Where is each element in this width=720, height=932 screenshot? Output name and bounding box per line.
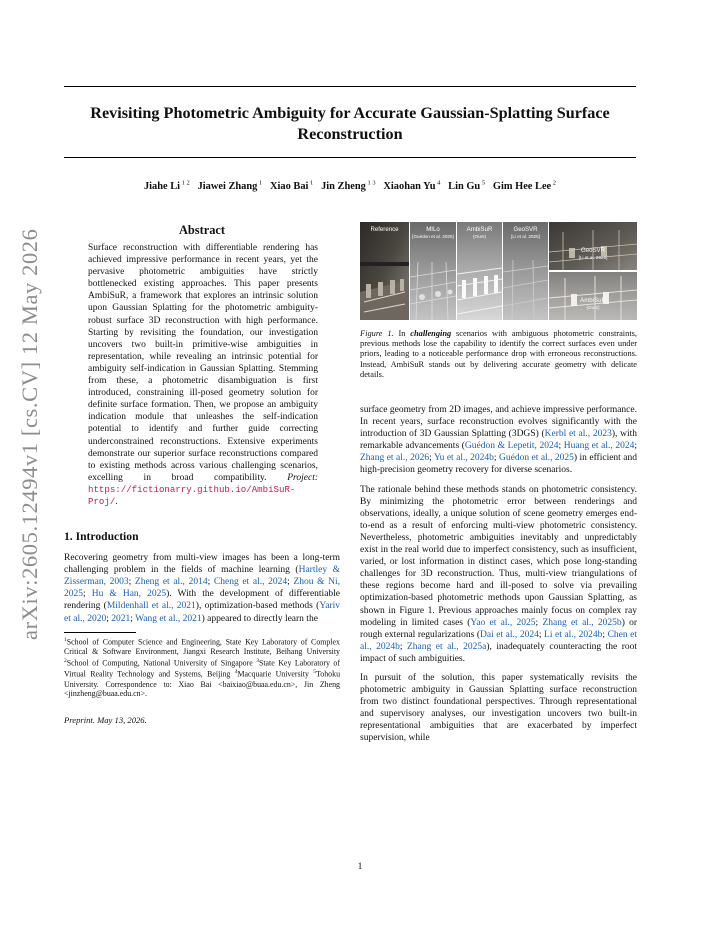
panel-label: MILo [Guédon et al. 2025] [412,226,454,239]
ambisur-room-image [549,272,637,320]
text-run: ; [287,577,294,588]
text-run: ; [558,441,564,452]
panel-label: GeoSVR [Li et al. 2025] [511,226,540,239]
citation-link[interactable]: Yao et al., 2025 [470,617,536,628]
citation-link[interactable]: Zhang et al., 2025a [406,641,487,652]
citation-link[interactable]: Guédon & Lepetit, 2024 [464,441,559,452]
abstract-heading: Abstract [178,223,226,237]
author-name: Gim Hee Lee $^2$ [492,180,557,193]
text-run: ; [429,453,434,464]
abstract-text: Surface reconstruction with differentiable rendering has achieved impressive performance in recent years, yet the pervasive photometric ambiguities have strictly bottlenecked existing approaches. This paper presents AmbiSuR, a framework that explores an intrinsic solution upon Gaussian Splatting for the photometric ambiguity-robust surface 3D reconstruction with high performance. Starting by revisiting the foundation, our investigation uncovers two built-in primitive-wise ambiguities in representation, while revealing an intrinsic potential for ambiguity self-indication in Gaussian Splatting. Stemming from these, a photometric disambiguation is first introduced, constraining ill-posed geometry solution for definite surface formation. Then, we propose an ambiguity indication module that unleashes the self-indication potential to identify and further guide correcting underconstrained reconstructions. Extensive experiments demonstrate our superior surface reconstructions compared to existing methods across various challenging scenarios, excelling in broad compatibility. [88,243,318,483]
reference-render-image [360,222,409,320]
text-run: ), with remarkable advancements ( [360,429,637,452]
affiliations-footnote: $^1$School of Computer Science and Engineering, State Key Laboratory of Complex Critical & Software Environment, Jiangxi Research Institute, Beihang University $^2$School of Computing, National University of Singapore $^3$State Key Laboratory of Virtual Reality Technology and Systems, Beijing $^4$Macquarie University $^5$Tohoku University. Correspondence to: Xiao Bai <baixiao@buaa.edu.cn>, Jin Zheng <jinzheng@buaa.edu.cn>. [64,636,341,699]
citation-link[interactable]: Cheng et al., 2024 [213,577,288,588]
citation-link[interactable]: Guédon et al., 2025 [499,453,574,464]
text-run: ; [634,441,638,452]
arxiv-watermark: arXiv:2605.12494v1 [cs.CV] 12 May 2026 [17,228,42,640]
text-run: ), optimization-based methods ( [195,601,320,612]
abstract-body: Surface reconstruction with differentiable rendering has achieved impressive performance in recent years, yet the pervasive photometric ambiguities have strictly bottlenecked existing approaches. This paper presents AmbiSuR, a framework that explores an intrinsic solution upon Gaussian Splatting for the photometric ambiguity-robust surface 3D reconstruction with high performance. Starting by revisiting the foundation, our investigation uncovers two built-in primitive-wise ambiguities in representation, while revealing an intrinsic potential for ambiguity self-indication in Gaussian Splatting. Stemming from these, a photometric disambiguation is first introduced, constraining ill-posed geometry solution for definite surface formation. Then, we propose an ambiguity indication module that unleashes the self-indication potential to identify and further guide correcting underconstrained reconstructions. Extensive experiments demonstrate our superior surface reconstructions compared to existing methods across various challenging scenarios, excelling in broad compatibility. Project: https://fictionarry.github.io/AmbiSuR-Proj/. [88,243,319,507]
text-run: The rationale behind these methods stands on photometric consistency. By minimizing the photometric error between renderings and observations, ideally, a unique solution of scene geometry emerges end-to-end as a result of enforcing multi-view photometric consistency. Nevertheless, photometric ambiguities inevitably and unpredictably exist in the real world due to imperfect consistency, such as insufficient, varied, or lost information in distinct cases, which pose long-standing challenges for 3D reconstruction. Thus, multi-view triangulations of these regions become hard and ill-posed to solve via prevailing optimization-based photometric methods upon Gaussian Splatting, as shown in Figure 1. Previous approaches mainly focus on complex ray modeling in limited cases ( [360,484,637,628]
author-name: Xiao Bai $^1$ [270,180,314,193]
text-run: Recovering geometry from multi-view images has been a long-term challenging problem in the fields of machine learning ( [64,553,340,576]
figure-panel-milo [410,222,456,320]
text-run: ; [130,613,136,624]
right-column [360,222,637,745]
citation-link[interactable]: Dai et al., 2024 [480,629,539,640]
author-name: Lin Gu $^5$ [448,180,486,193]
citation-link[interactable]: Zheng et al., 2014 [134,577,208,588]
text-run: ) in efficient and high-precision geometry recovery for diverse scenarios. [360,453,637,476]
citation-link[interactable]: Hartley & Zisserman, 2003 [64,565,340,588]
project-link[interactable]: https://fictionarry.github.io/AmbiSuR-Proj/ [88,483,296,507]
text-run: ) appeared to directly learn the [201,613,318,624]
citation-link[interactable]: Mildenhall et al., 2021 [106,601,196,612]
text-run: ; [602,629,608,640]
section-heading-introduction: 1. Introduction [64,530,139,544]
author-name: Jiahe Li $^{1 2}$ [143,180,190,193]
panel-label: AmbiSuR (Ours) [580,297,606,310]
page-number: 1 [357,862,363,872]
text-run: ; [106,613,112,624]
figure-1-caption: Figure 1. In challenging scenarios with ambiguous photometric constraints, previous methods lose the capability to identify the correct surfaces even under priors, leading to a noticeable performance drop with erroneous reconstructions. Instead, AmbiSuR stands out by delivering accurate geometry with delicate details. [360,329,638,379]
figure-1 [360,222,637,320]
text-run: ) or rough external regularizations ( [360,617,638,640]
panel-label: AmbiSuR (Ours) [466,226,493,239]
geosvr-room-image [549,222,637,270]
citation-link[interactable]: Zhou & Ni, 2025 [64,577,341,600]
citation-link[interactable]: Zhang et al., 2025b [542,617,622,628]
text-run: ), inadequately counteracting the root impact of such ambiguities. [360,641,637,664]
author-list [64,180,636,192]
author-name: Jin Zheng $^{1 3}$ [321,180,376,193]
text-run: ; [128,577,135,588]
text-run: ). With the development of differentiable rendering ( [64,589,341,612]
panel-label: GeoSVR [Li et al. 2025] [578,247,608,260]
citation-link[interactable]: Kerbl et al., 2023 [544,429,612,440]
preprint-date: Preprint. May 13, 2026. [64,715,147,726]
author-name: Xiaohan Yu $^4$ [383,180,441,193]
figure-panel-reference [360,222,409,320]
citation-link[interactable]: Zhang et al., 2026 [360,453,430,464]
author-name: Jiawei Zhang $^1$ [197,180,263,193]
citation-link[interactable]: Yariv et al., 2020 [64,601,340,624]
citation-link[interactable]: Hu & Han, 2025 [91,589,167,600]
citation-link[interactable]: Yu et al., 2024b [433,453,494,464]
right-paragraph-2 [360,484,637,665]
figure-panel-ambisur-ours [457,222,502,320]
paper-title: Revisiting Photometric Ambiguity for Accurate Gaussian-Splatting Surface Reconstruction [90,104,610,143]
figure-panel-geosvr [503,222,548,320]
footnote-rule [64,632,136,633]
citation-link[interactable]: 2021 [111,613,131,624]
text-run: ; [83,589,92,600]
citation-link[interactable]: Wang et al., 2021 [135,613,202,624]
left-column [64,222,340,725]
title-bottom-rule [64,157,636,158]
text-run: ; [493,453,500,464]
text-run: ; [399,641,407,652]
text-run: ; [207,577,214,588]
citation-link[interactable]: Huang et al., 2024 [563,441,635,452]
right-paragraph-1 [360,404,637,477]
right-paragraph-3: In pursuit of the solution, this paper systematically revisits the photometric ambiguity in Gaussian Splatting surface reconstruction from two distinct foundational perspectives. Through representational and supervisory analyses, our investigation uncovers two built-in representational ambiguities that are exacerbated by imperfect supervision, while [360,672,637,744]
intro-paragraph [64,552,340,625]
project-label: Project: [287,472,319,483]
citation-link[interactable]: Li et al., 2024b [544,629,603,640]
figure-panel-ambisur-room [549,272,637,320]
title-top-rule [64,86,636,87]
text-run: ; [538,629,545,640]
text-run: ; [535,617,543,628]
panel-label: Reference [370,226,399,233]
text-run: surface geometry from 2D images, and achieve impressive performance. In recent years, surface reconstruction evolves significantly with the introduction of 3D Gaussian Splatting (3DGS) ( [360,405,637,440]
citation-link[interactable]: Chen et al., 2024b [360,629,638,652]
figure-panel-geosvr-room [549,222,637,270]
